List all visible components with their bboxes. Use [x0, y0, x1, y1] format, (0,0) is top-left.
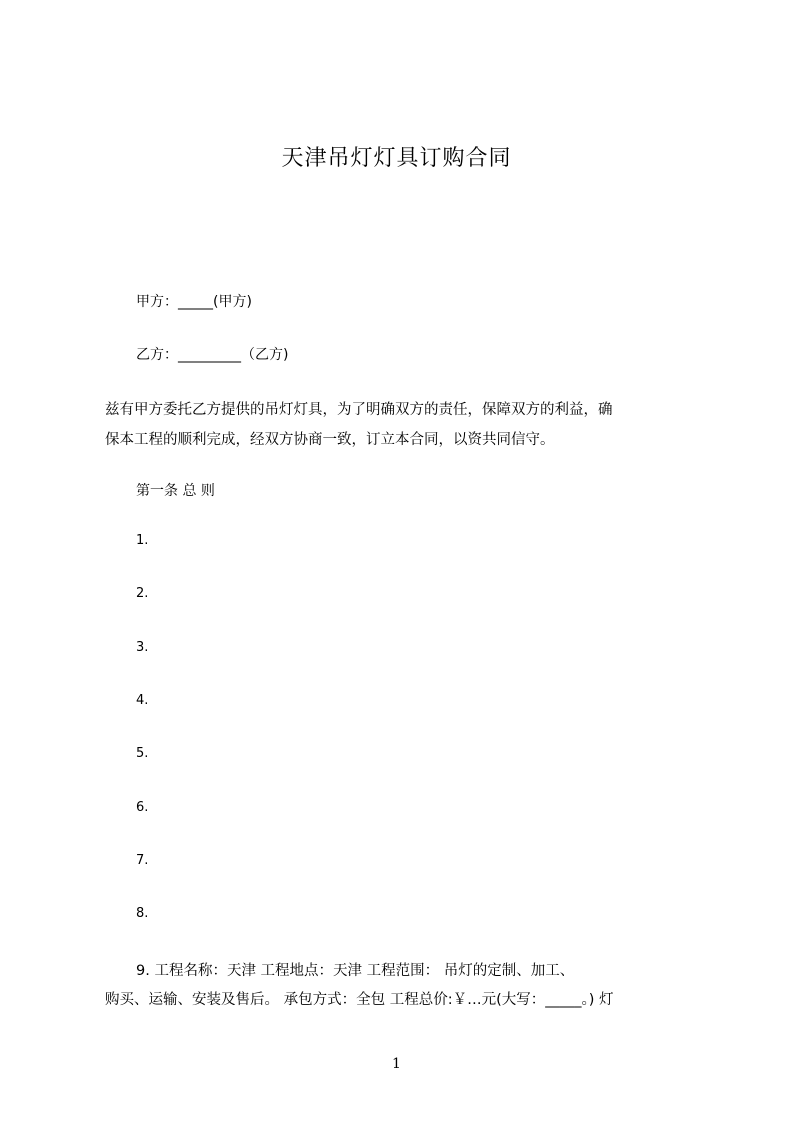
list-item: 7. [136, 853, 149, 868]
list-item: 3. [136, 640, 149, 655]
party-a-line: 甲方：_____(甲方) [136, 294, 252, 310]
item-9-line-1: 9. 工程名称：天津 工程地点：天津 工程范围： 吊灯的定制、加工、 [136, 963, 575, 979]
document-title: 天津吊灯灯具订购合同 [281, 146, 512, 171]
item-9-line-2: 购买、运输、安装及售后。 承包方式：全包 工程总价:￥…元(大写：_____。) 灯 [105, 992, 614, 1008]
list-item: 4. [136, 693, 149, 708]
list-item: 5. [136, 746, 149, 761]
list-item: 2. [136, 586, 149, 601]
list-item: 1. [136, 533, 149, 548]
party-b-line: 乙方：_________（乙方) [136, 347, 289, 363]
intro-paragraph-line-1: 兹有甲方委托乙方提供的吊灯灯具，为了明确双方的责任，保障双方的利益，确 [105, 402, 613, 418]
section-heading-general: 第一条 总 则 [136, 483, 215, 499]
intro-paragraph-line-2: 保本工程的顺利完成，经双方协商一致，订立本合同，以资共同信守。 [105, 432, 555, 448]
list-item: 8. [136, 906, 149, 921]
list-item: 6. [136, 800, 149, 815]
page-number: 1 [392, 1056, 401, 1072]
